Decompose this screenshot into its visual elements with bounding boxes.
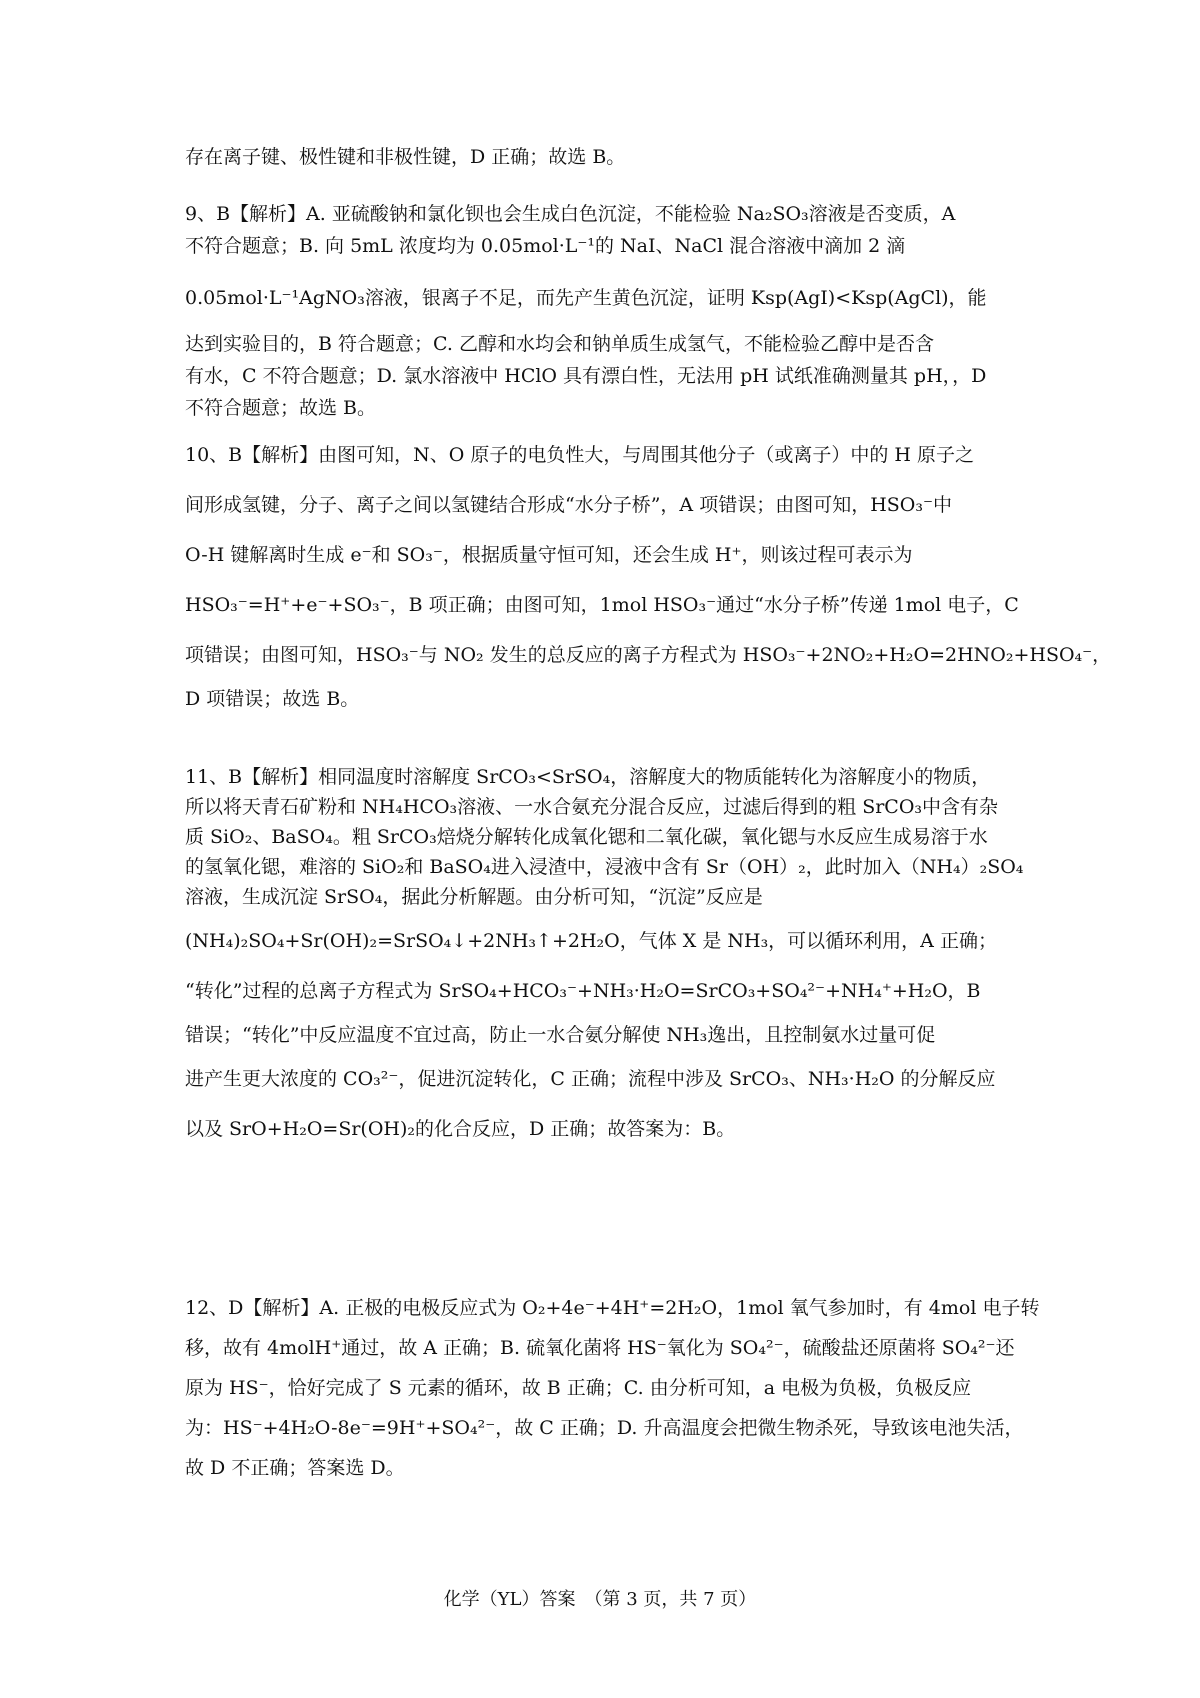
text-line: 所以将天青石矿粉和 NH₄HCO₃溶液、一水合氨充分混合反应，过滤后得到的粗 SrCO₃中含有杂 [185, 796, 999, 818]
text-line: 故 D 不正确；答案选 D。 [185, 1457, 405, 1479]
text-line: “转化”过程的总离子方程式为 SrSO₄+HCO₃⁻+NH₃·H₂O=SrCO₃+SO₄²⁻+NH₄⁺+H₂O，B [185, 980, 981, 1002]
text-line: 0.05mol·L⁻¹AgNO₃溶液，银离子不足，而先产生黄色沉淀，证明 Ksp(AgI)<Ksp(AgCl)，能 [185, 287, 987, 309]
text-line: 不符合题意；故选 B。 [185, 397, 377, 419]
text-line: 不符合题意；B. 向 5mL 浓度均为 0.05mol·L⁻¹的 NaI、NaCl 混合溶液中滴加 2 滴 [185, 235, 906, 257]
text-line: 9、B【解析】A. 亚硫酸钠和氯化钡也会生成白色沉淀，不能检验 Na₂SO₃溶液是否变质，A [185, 203, 956, 225]
text-line: 12、D【解析】A. 正极的电极反应式为 O₂+4e⁻+4H⁺=2H₂O，1mol 氧气参加时，有 4mol 电子转 [185, 1297, 1040, 1319]
text-line: 有水，C 不符合题意；D. 氯水溶液中 HClO 具有漂白性，无法用 pH 试纸准确测量其 pH，，D [185, 365, 987, 387]
text-line: O-H 键解离时生成 e⁻和 SO₃⁻，根据质量守恒可知，还会生成 H⁺，则该过程可表示为 [185, 544, 913, 566]
text-line: 11、B【解析】相同温度时溶解度 SrCO₃<SrSO₄，溶解度大的物质能转化为溶解度小的物质， [185, 766, 991, 788]
text-line: D 项错误；故选 B。 [185, 688, 360, 710]
text-line: HSO₃⁻=H⁺+e⁻+SO₃⁻，B 项正确；由图可知，1mol HSO₃⁻通过“水分子桥”传递 1mol 电子，C [185, 594, 1019, 616]
text-line: 为：HS⁻+4H₂O-8e⁻=9H⁺+SO₄²⁻，故 C 正确；D. 升高温度会把微生物杀死，导致该电池失活， [185, 1417, 1024, 1439]
text-line: 存在离子键、极性键和非极性键，D 正确；故选 B。 [185, 146, 626, 168]
text-line: 移，故有 4molH⁺通过，故 A 正确；B. 硫氧化菌将 HS⁻氧化为 SO₄²⁻，硫酸盐还原菌将 SO₄²⁻还 [185, 1337, 1015, 1359]
answer-q10 [185, 440, 1112, 714]
page-footer: 化学（YL）答案 （第 3 页，共 7 页） [443, 1589, 757, 1610]
text-line: 的氢氧化锶，难溶的 SiO₂和 BaSO₄进入浸渣中，浸液中含有 Sr（OH）₂，此时加入（NH₄）₂SO₄ [185, 856, 1024, 878]
answer-q11 [185, 762, 1047, 1144]
answer-q12 [185, 1288, 1047, 1488]
text-line: 溶液，生成沉淀 SrSO₄，据此分析解题。由分析可知，“沉淀”反应是 [185, 886, 763, 908]
answer-q9 [185, 198, 1047, 424]
text-line: 10、B【解析】由图可知，N、O 原子的电负性大，与周围其他分子（或离子）中的 H 原子之 [185, 444, 975, 466]
text-line: 错误；“转化”中反应温度不宜过高，防止一水合氨分解使 NH₃逸出，且控制氨水过量可促 [185, 1024, 936, 1046]
text-line: 达到实验目的，B 符合题意；C. 乙醇和水均会和钠单质生成氢气，不能检验乙醇中是否含 [185, 333, 934, 355]
text-line: 质 SiO₂、BaSO₄。粗 SrCO₃焙烧分解转化成氧化锶和二氧化碳，氧化锶与水反应生成易溶于水 [185, 826, 988, 848]
text-line: 间形成氢键，分子、离子之间以氢键结合形成“水分子桥”，A 项错误；由图可知，HSO₃⁻中 [185, 494, 952, 516]
paragraph-intro [185, 142, 1047, 172]
text-line: (NH₄)₂SO₄+Sr(OH)₂=SrSO₄↓+2NH₃↑+2H₂O，气体 X 是 NH₃，可以循环利用，A 正确； [185, 930, 997, 952]
text-line: 以及 SrO+H₂O=Sr(OH)₂的化合反应，D 正确；故答案为：B。 [185, 1118, 736, 1140]
text-line: 原为 HS⁻，恰好完成了 S 元素的循环，故 B 正确；C. 由分析可知，a 电极为负极，负极反应 [185, 1377, 972, 1399]
text-line: 项错误；由图可知，HSO₃⁻与 NO₂ 发生的总反应的离子方程式为 HSO₃⁻+2NO₂+H₂O=2HNO₂+HSO₄⁻， [185, 644, 1112, 666]
text-line: 进产生更大浓度的 CO₃²⁻，促进沉淀转化，C 正确；流程中涉及 SrCO₃、NH₃·H₂O 的分解反应 [185, 1068, 996, 1090]
